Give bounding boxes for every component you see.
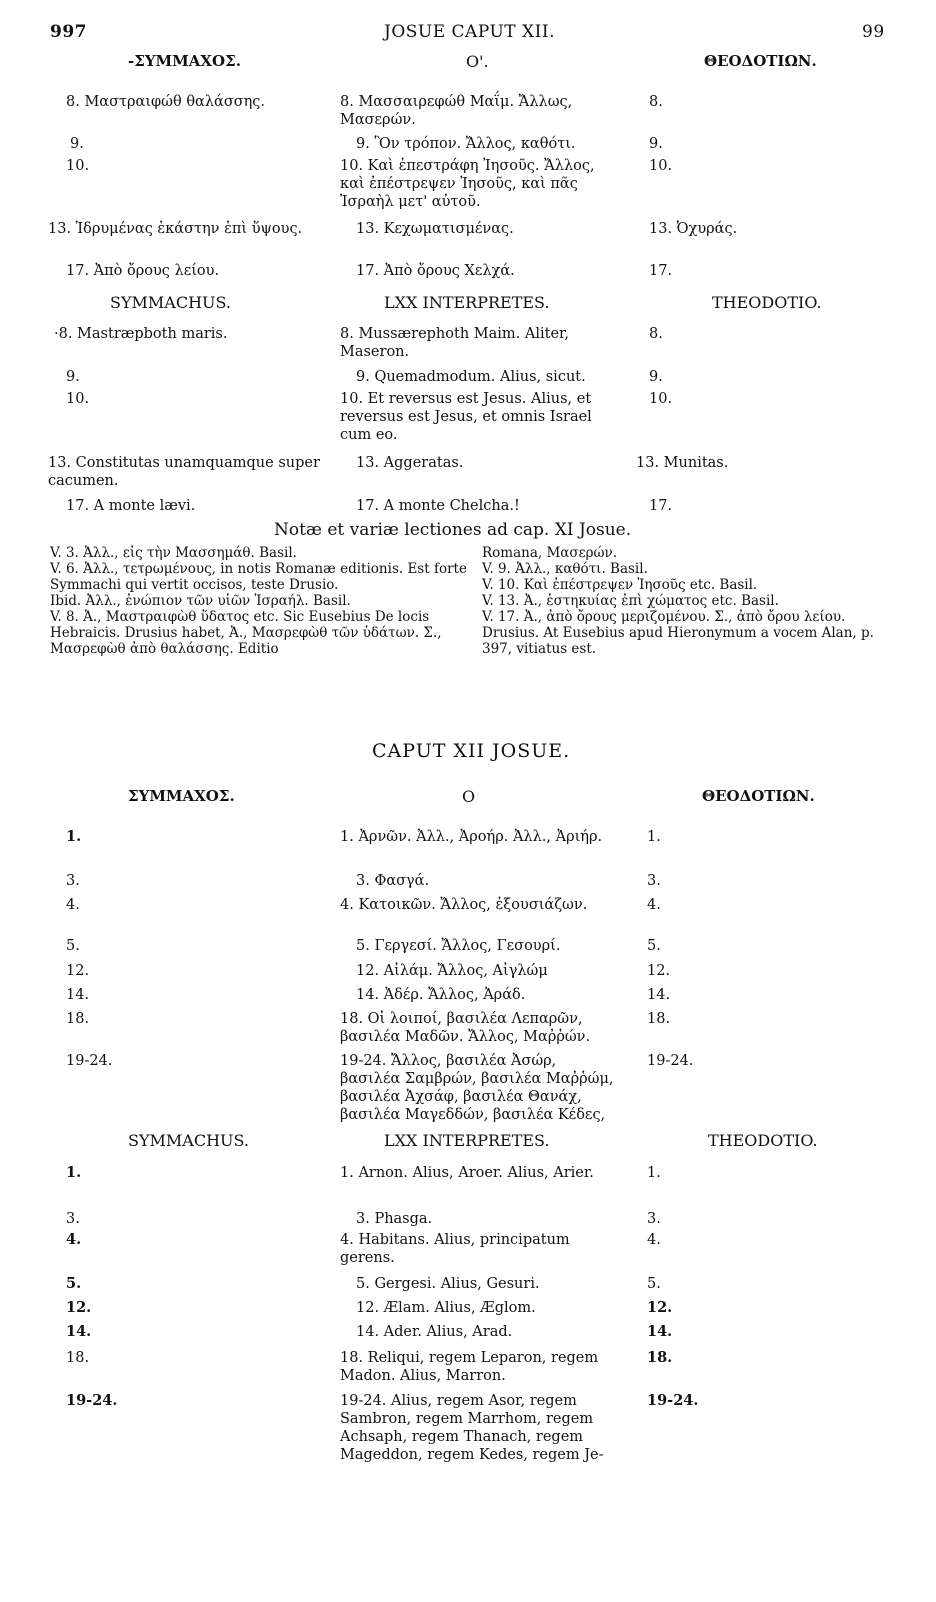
s2l-sym-12: 12.: [66, 1299, 92, 1316]
s1l-sym-9: 9.: [66, 369, 80, 385]
s1l-lxx-10: 10. Et reversus est Jesus. Alius, et reversus est Jesus, et omnis Israel cum eo.: [340, 391, 592, 443]
s1l-sym-17: 17. A monte lævi.: [66, 498, 196, 514]
note-left: V. 6. Ἀλλ., τετρωμένους, in notis Romanæ editionis. Est forte Symmachi qui vertit occisos, teste Drusio.: [50, 561, 467, 593]
page-number-left: 997: [50, 22, 87, 42]
s1l-lxx-8: 8. Mussærephoth Maim. Aliter, Maseron.: [340, 326, 569, 360]
col-head-lxx-greek: Ο'.: [466, 52, 489, 71]
note-right: Romana, Μασερών.: [482, 545, 618, 561]
s1l-lxx-9: 9. Quemadmodum. Alius, sicut.: [356, 369, 586, 385]
notes-right-column: [482, 545, 892, 657]
s2g-theo-3: 3.: [647, 873, 661, 889]
col-head-symmachus-greek: -ΣΥΜΜΑΧΟΣ.: [128, 52, 241, 70]
s1g-sym-10: 10.: [66, 158, 90, 174]
s2l-sym-5: 5.: [66, 1275, 82, 1292]
s2l-theo-3: 3.: [647, 1211, 661, 1227]
note-left: V. 3. Ἀλλ., εἰς τὴν Μασσημάθ. Basil.: [50, 545, 297, 561]
s1g-theo-9: 9.: [649, 136, 663, 152]
s2g-lxx-18: 18. Οἱ λοιποί, βασιλέα Λεπαρῶν, βασιλέα Μαδῶν. Ἄλλος, Μαῤῥών.: [340, 1011, 591, 1045]
page-number-right: 99: [862, 22, 885, 42]
s2g-lxx-12: 12. Αἰλάμ. Ἄλλος, Αἰγλώμ: [356, 963, 548, 979]
s2l-sym-4: 4.: [66, 1231, 82, 1248]
s2l-theo-14: 14.: [647, 1323, 673, 1340]
s2g-sym-14: 14.: [66, 987, 90, 1003]
s1g-theo-8: 8.: [649, 94, 663, 110]
s2l-lxx-3: 3. Phasga.: [356, 1211, 433, 1227]
col-head-symmachus-latin: SYMMACHUS.: [110, 293, 231, 312]
s2g-sym-5: 5.: [66, 938, 80, 954]
s2g-lxx-4: 4. Κατοικῶν. Ἄλλος, ἐξουσιάζων.: [340, 897, 588, 913]
s1l-sym-10: 10.: [66, 391, 90, 407]
s2g-lxx-1: 1. Ἀρνῶν. Ἀλλ., Ἀροήρ. Ἀλλ., Ἀριήρ.: [340, 829, 603, 845]
s1l-theo-17: 17.: [649, 498, 673, 514]
s1g-lxx-9: 9. Ὃν τρόπον. Ἄλλος, καθότι.: [356, 136, 576, 152]
s1l-theo-9: 9.: [649, 369, 663, 385]
s1g-lxx-8: 8. Μασσαιρεφώθ Μαΐμ. Ἄλλως, Μασερών.: [340, 94, 573, 128]
s2g-theo-18: 18.: [647, 1011, 671, 1027]
s1g-sym-17: 17. Ἀπὸ ὄρους λείου.: [66, 263, 220, 279]
s2l-lxx-5: 5. Gergesi. Alius, Gesuri.: [356, 1276, 540, 1292]
s2l-theo-4: 4.: [647, 1232, 661, 1248]
notes-title: Notæ et variæ lectiones ad cap. XI Josue.: [274, 520, 632, 540]
s2g-lxx-19-24: 19-24. Ἄλλος, βασιλέα Ἀσώρ, βασιλέα Σαμβρών, βασιλέα Μαῤῥώμ, βασιλέα Ἀχσάφ, βασιλέα Θανάχ, βασιλέα Μαγεδδών, βασιλέα Κέδες,: [340, 1053, 614, 1123]
note-right: V. 9. Ἀλλ., καθότι. Basil.: [482, 561, 648, 577]
s2g-sym-12: 12.: [66, 963, 90, 979]
s1l-theo-8: 8.: [649, 326, 663, 342]
note-left: V. 8. Ἀ., Μαστραιφὼθ ὕδατος etc. Sic Eusebius De locis Hebraicis. Drusius habet, Ἀ., Μασρεφὼθ τῶν ὑδάτων. Σ., Μασρεφὼθ ἀπὸ θαλάσσης. Editio: [50, 609, 442, 657]
s2l-lxx-12: 12. Ælam. Alius, Æglom.: [356, 1300, 536, 1316]
col-head-lxx-latin-2: LXX INTERPRETES.: [384, 1131, 550, 1150]
col-head-theodotion-greek: ΘΕΟΔΟΤΙΩΝ.: [704, 52, 817, 70]
s2g-sym-19-24: 19-24.: [66, 1053, 113, 1069]
s2g-lxx-5: 5. Γεργεσί. Ἄλλος, Γεσουρί.: [356, 938, 561, 954]
s2g-sym-3: 3.: [66, 873, 80, 889]
s2g-lxx-3: 3. Φασγά.: [356, 873, 430, 889]
s1g-sym-9: 9.: [70, 136, 84, 152]
col-head-lxx-latin: LXX INTERPRETES.: [384, 293, 550, 312]
notes-left-column: [50, 545, 468, 657]
s1g-theo-17: 17.: [649, 263, 673, 279]
s2g-theo-12: 12.: [647, 963, 671, 979]
s2g-sym-18: 18.: [66, 1011, 90, 1027]
s2l-lxx-4: 4. Habitans. Alius, principatum gerens.: [340, 1232, 570, 1266]
s2l-lxx-19-24: 19-24. Alius, regem Asor, regem Sambron, regem Marrhom, regem Achsaph, regem Thanach, regem Mageddon, regem Kedes, regem Je-: [340, 1393, 604, 1463]
note-left: Ibid. Ἀλλ., ἐνώπιον τῶν υἱῶν Ἰσραήλ. Basil.: [50, 593, 351, 609]
note-right: V. 13. Ἀ., ἑστηκυίας ἐπὶ χώματος etc. Basil.: [482, 593, 779, 609]
note-right: V. 17. Ἀ., ἀπὸ ὄρους μεριζομένου. Σ., ἀπὸ ὄρου λείου. Drusius. At Eusebius apud Hieronymum a vocem Alan, p. 397, vitiatus est.: [482, 609, 874, 657]
s1g-sym-8: 8. Μαστραιφώθ θαλάσσης.: [66, 94, 266, 110]
s2l-lxx-14: 14. Ader. Alius, Arad.: [356, 1324, 513, 1340]
col-head-symmachus-latin-2: SYMMACHUS.: [128, 1131, 249, 1150]
s1g-theo-13: 13. Ὀχυράς.: [649, 221, 738, 237]
s2l-theo-5: 5.: [647, 1276, 661, 1292]
s1g-lxx-10: 10. Καὶ ἐπεστράφη Ἰησοῦς. Ἄλλος, καὶ ἐπέστρεψεν Ἰησοῦς, καὶ πᾶς Ἰσραὴλ μετ' αὐτοῦ.: [340, 158, 595, 210]
s2g-theo-1: 1.: [647, 829, 661, 845]
col-head-theodotion-greek-2: ΘΕΟΔΟΤΙΩΝ.: [702, 787, 815, 805]
s2l-theo-18: 18.: [647, 1349, 673, 1366]
s1l-lxx-17: 17. A monte Chelcha.!: [356, 498, 520, 514]
running-title: JOSUE CAPUT XII.: [384, 22, 555, 42]
s1g-lxx-13: 13. Κεχωματισμένας.: [356, 221, 514, 237]
s1l-theo-13: 13. Munitas.: [636, 455, 729, 471]
col-head-theodotio-latin: THEODOTIO.: [712, 293, 822, 312]
s1l-sym-13: 13. Constitutas unamquamque super cacumen.: [48, 455, 320, 489]
s2l-sym-3: 3.: [66, 1211, 80, 1227]
s2l-theo-12: 12.: [647, 1299, 673, 1316]
s2l-sym-19-24: 19-24.: [66, 1392, 118, 1409]
s2g-theo-5: 5.: [647, 938, 661, 954]
s2g-theo-19-24: 19-24.: [647, 1053, 694, 1069]
s2l-lxx-18: 18. Reliqui, regem Leparon, regem Madon. Alius, Marron.: [340, 1350, 599, 1384]
s1l-theo-10: 10.: [649, 391, 673, 407]
s1l-sym-8: ·8. Mastræpboth maris.: [54, 326, 228, 342]
s1g-lxx-17: 17. Ἀπὸ ὄρους Χελχά.: [356, 263, 515, 279]
s2l-theo-1: 1.: [647, 1165, 661, 1181]
s2g-sym-4: 4.: [66, 897, 80, 913]
s2g-theo-14: 14.: [647, 987, 671, 1003]
s1l-lxx-13: 13. Aggeratas.: [356, 455, 464, 471]
s2l-sym-1: 1.: [66, 1164, 82, 1181]
s1g-sym-13: 13. Ἱδρυμένας ἑκάστην ἐπὶ ὕψους.: [48, 221, 303, 237]
s2g-sym-1: 1.: [66, 828, 82, 845]
s2l-lxx-1: 1. Arnon. Alius, Aroer. Alius, Arier.: [340, 1165, 594, 1181]
s2l-sym-14: 14.: [66, 1323, 92, 1340]
col-head-lxx-greek-2: Ο: [462, 787, 476, 806]
s1g-theo-10: 10.: [649, 158, 673, 174]
s2g-lxx-14: 14. Ἀδέρ. Ἄλλος, Ἀράδ.: [356, 987, 526, 1003]
s2l-theo-19-24: 19-24.: [647, 1392, 699, 1409]
s2g-theo-4: 4.: [647, 897, 661, 913]
col-head-theodotio-latin-2: THEODOTIO.: [708, 1131, 818, 1150]
chapter-title: CAPUT XII JOSUE.: [372, 740, 571, 762]
col-head-symmachus-greek-2: ΣΥΜΜΑΧΟΣ.: [128, 787, 235, 805]
s2l-sym-18: 18.: [66, 1350, 90, 1366]
note-right: V. 10. Καὶ ἐπέστρεψεν Ἰησοῦς etc. Basil.: [482, 577, 758, 593]
